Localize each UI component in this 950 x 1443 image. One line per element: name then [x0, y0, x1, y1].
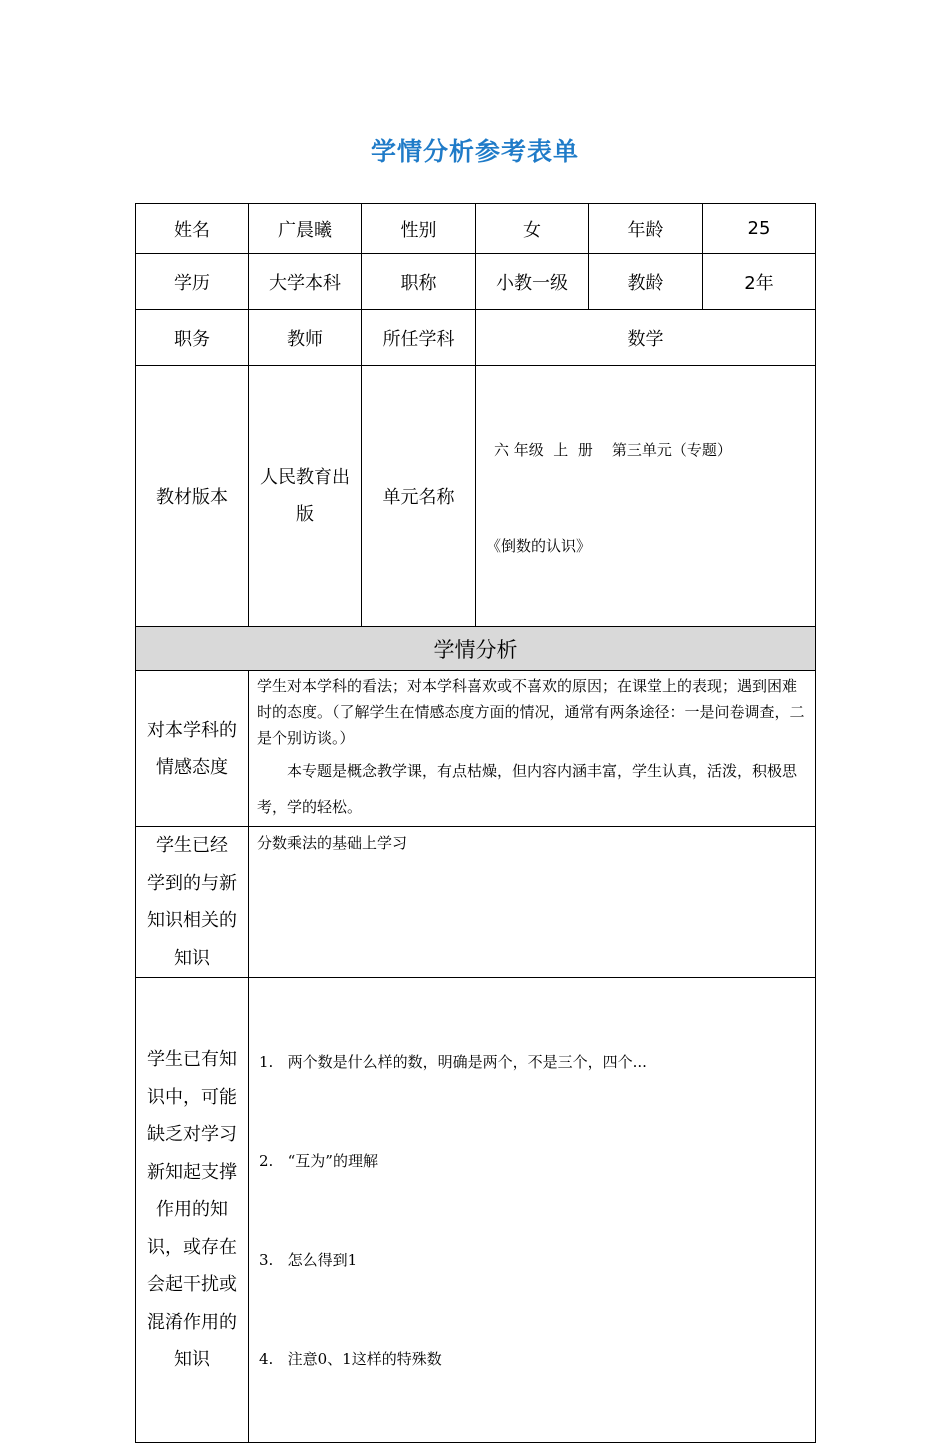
- prior-knowledge-content: 分数乘法的基础上学习: [249, 827, 816, 978]
- education-label: 学历: [136, 254, 249, 310]
- list-item: 4. 注意0、1这样的特殊数: [259, 1350, 442, 1368]
- unit-value-line2: 《倒数的认识》: [486, 537, 592, 555]
- attitude-answer: 本专题是概念教学课，有点枯燥，但内容内涵丰富，学生认真，活泼，积极思考，学的轻松。: [257, 762, 798, 816]
- name-value: 广晨曦: [249, 204, 362, 254]
- prior-knowledge-label-line: 学到的与新: [147, 872, 237, 894]
- age-label: 年龄: [589, 204, 703, 254]
- subject-label: 所任学科: [362, 310, 476, 366]
- interference-label: [136, 978, 249, 1443]
- unit-value-line1: 六 年级 上 册 第三单元（专题）: [494, 441, 732, 459]
- textbook-value: [249, 366, 362, 627]
- teaching-years-label: 教龄: [589, 254, 703, 310]
- interference-label-line: 作用的知: [156, 1199, 228, 1221]
- prior-knowledge-label-line: 学生已经: [156, 835, 228, 856]
- attitude-content: [249, 671, 816, 827]
- textbook-value-line2: 版: [296, 504, 314, 525]
- teaching-years-value: 2年: [703, 254, 816, 310]
- list-item: 1. 两个数是什么样的数，明确是两个，不是三个，四个...: [259, 1053, 647, 1071]
- gender-value: 女: [476, 204, 589, 254]
- attitude-label-line1: 对本学科的: [147, 719, 237, 741]
- position-value: 教师: [249, 310, 362, 366]
- education-value: 大学本科: [249, 254, 362, 310]
- attitude-prompt: 学生对本学科的看法；对本学科喜欢或不喜欢的原因；在课堂上的表现；遇到困难时的态度。（了解学生在情感态度方面的情况，通常有两条途径：一是问卷调查，二是个别访谈。）: [257, 677, 805, 747]
- interference-label-line: 会起干扰或: [147, 1274, 237, 1296]
- list-item: 3. 怎么得到1: [259, 1251, 358, 1269]
- rank-label: 职称: [362, 254, 476, 310]
- interference-label-line: 识中，可能: [147, 1086, 237, 1108]
- interference-label-line: 缺乏对学习: [147, 1124, 237, 1146]
- page-title: 学情分析参考表单: [370, 137, 579, 166]
- interference-label-line: 新知起支撑: [147, 1161, 237, 1183]
- interference-label-line: 识，或存在: [147, 1236, 237, 1258]
- interference-content: [249, 978, 816, 1443]
- list-item: 2. “互为”的理解: [259, 1152, 378, 1170]
- textbook-value-line1: 人民教育出: [260, 467, 350, 488]
- name-label: 姓名: [136, 204, 249, 254]
- section-header: 学情分析: [136, 627, 816, 671]
- interference-label-line: 学生已有知: [147, 1049, 237, 1071]
- prior-knowledge-label-line: 知识: [174, 947, 210, 969]
- rank-value: 小教一级: [476, 254, 589, 310]
- analysis-table: [135, 203, 816, 1443]
- textbook-label: 教材版本: [136, 366, 249, 627]
- prior-knowledge-label-line: 知识相关的: [147, 910, 237, 931]
- interference-label-line: 混淆作用的: [147, 1311, 237, 1333]
- interference-label-line: 知识: [174, 1349, 210, 1371]
- gender-label: 性别: [362, 204, 476, 254]
- unit-value: [476, 366, 816, 627]
- prior-knowledge-label: [136, 827, 249, 978]
- unit-label: 单元名称: [362, 366, 476, 627]
- attitude-label: [136, 671, 249, 827]
- attitude-label-line2: 情感态度: [156, 756, 228, 778]
- age-value: 25: [703, 204, 816, 254]
- position-label: 职务: [136, 310, 249, 366]
- subject-value: 数学: [476, 310, 816, 366]
